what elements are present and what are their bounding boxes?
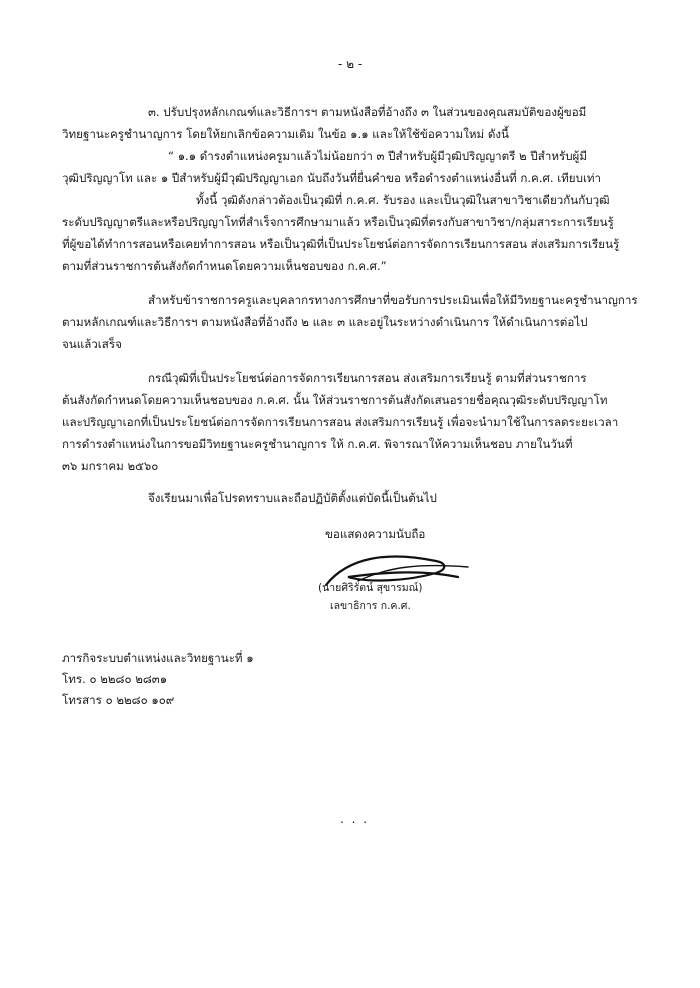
para3-line2: วิทยฐานะครูชำนาญการ โดยให้ยกเลิกข้อความเดิม ในข้อ ๑.๑ และให้ใช้ข้อความใหม่ ดังนี้	[62, 127, 509, 141]
quote-line3: ทั้งนี้ วุฒิดังกล่าวต้องเป็นวุฒิที่ ก.ค.ศ. รับรอง และเป็นวุฒิในสาขาวิชาเดียวกันกับวุฒิ	[196, 193, 610, 207]
continuation-dots: . . .	[340, 812, 370, 826]
signatory-name: (นายศิริรัตน์ สุขารมณ์)	[318, 582, 423, 594]
degree-line4: การดำรงตำแหน่งในการขอมีวิทยฐานะครูชำนาญการ ให้ ก.ค.ศ. พิจารณาให้ความเห็นชอบ ภายในวันที่	[62, 437, 573, 451]
teachers-line1: สำหรับข้าราชการครูและบุคลากรทางการศึกษาที่ขอรับการประเมินเพื่อให้มีวิทยฐานะครูชำนาญการ	[148, 293, 638, 307]
quote-line4: ระดับปริญญาตรีและหรือปริญญาโทที่สำเร็จการศึกษามาแล้ว หรือเป็นวุฒิที่ตรงกับสาขาวิชา/กลุ่มสาระการเรียนรู้	[62, 215, 614, 229]
degree-line3: และปริญญาเอกที่เป็นประโยชน์ต่อการจัดการเรียนการสอน ส่งเสริมการเรียนรู้ เพื่อจะนำมาใช้ในการลดระยะเวลา	[62, 415, 619, 429]
signatory-title: เลขาธิการ ก.ค.ศ.	[330, 600, 411, 612]
quote-line5: ที่ผู้ขอได้ทำการสอนหรือเคยทำการสอน หรือเป็นวุฒิที่เป็นประโยชน์ต่อการจัดการเรียนการสอน ส่งเสริมการเรียนรู้	[62, 237, 620, 251]
para3-line1: ๓. ปรับปรุงหลักเกณฑ์และวิธีการฯ ตามหนังสือที่อ้างถึง ๓ ในส่วนของคุณสมบัติของผู้ขอมี	[148, 105, 587, 119]
footer-office: ภารกิจระบบตำแหน่งและวิทยฐานะที่ ๑	[62, 651, 254, 665]
quote-line1: “ ๑.๑ ดำรงตำแหน่งครูมาแล้วไม่น้อยกว่า ๓ ปีสำหรับผู้มีวุฒิปริญญาตรี ๒ ปีสำหรับผู้มี	[168, 149, 587, 163]
degree-line1: กรณีวุฒิที่เป็นประโยชน์ต่อการจัดการเรียนการสอน ส่งเสริมการเรียนรู้ ตามที่ส่วนราชการ	[148, 371, 587, 385]
footer-phone: โทร. ๐ ๒๒๘๐ ๒๘๓๑	[62, 672, 168, 686]
degree-line5: ๓๖ มกราคม ๒๕๖๐	[62, 459, 159, 473]
teachers-line3: จนแล้วเสร็จ	[62, 337, 122, 351]
quote-line2: วุฒิปริญญาโท และ ๑ ปีสำหรับผู้มีวุฒิปริญญาเอก นับถึงวันที่ยื่นคำขอ หรือดำรงตำแหน่งอื่นที่ ก.ค.ศ. เทียบเท่า	[62, 171, 602, 185]
page-number: - ๒ -	[338, 57, 363, 71]
closing-text: จึงเรียนมาเพื่อโปรดทราบและถือปฏิบัติตั้งแต่บัดนี้เป็นต้นไป	[148, 491, 437, 505]
quote-line6: ตามที่ส่วนราชการต้นสังกัดกำหนดโดยความเห็นชอบของ ก.ค.ศ.”	[62, 259, 387, 273]
teachers-line2: ตามหลักเกณฑ์และวิธีการฯ ตามหนังสือที่อ้างถึง ๒ และ ๓ และอยู่ในระหว่างดำเนินการ ให้ดำเนินการต่อไป	[62, 315, 588, 329]
signoff-text: ขอแสดงความนับถือ	[325, 527, 426, 541]
footer-fax: โทรสาร ๐ ๒๒๘๐ ๑๐๙	[62, 693, 175, 707]
degree-line2: ต้นสังกัดกำหนดโดยความเห็นชอบของ ก.ค.ศ. นั้น ให้ส่วนราชการต้นสังกัดเสนอรายชื่อคุณวุฒิระดับปริญญาโท	[62, 393, 608, 407]
